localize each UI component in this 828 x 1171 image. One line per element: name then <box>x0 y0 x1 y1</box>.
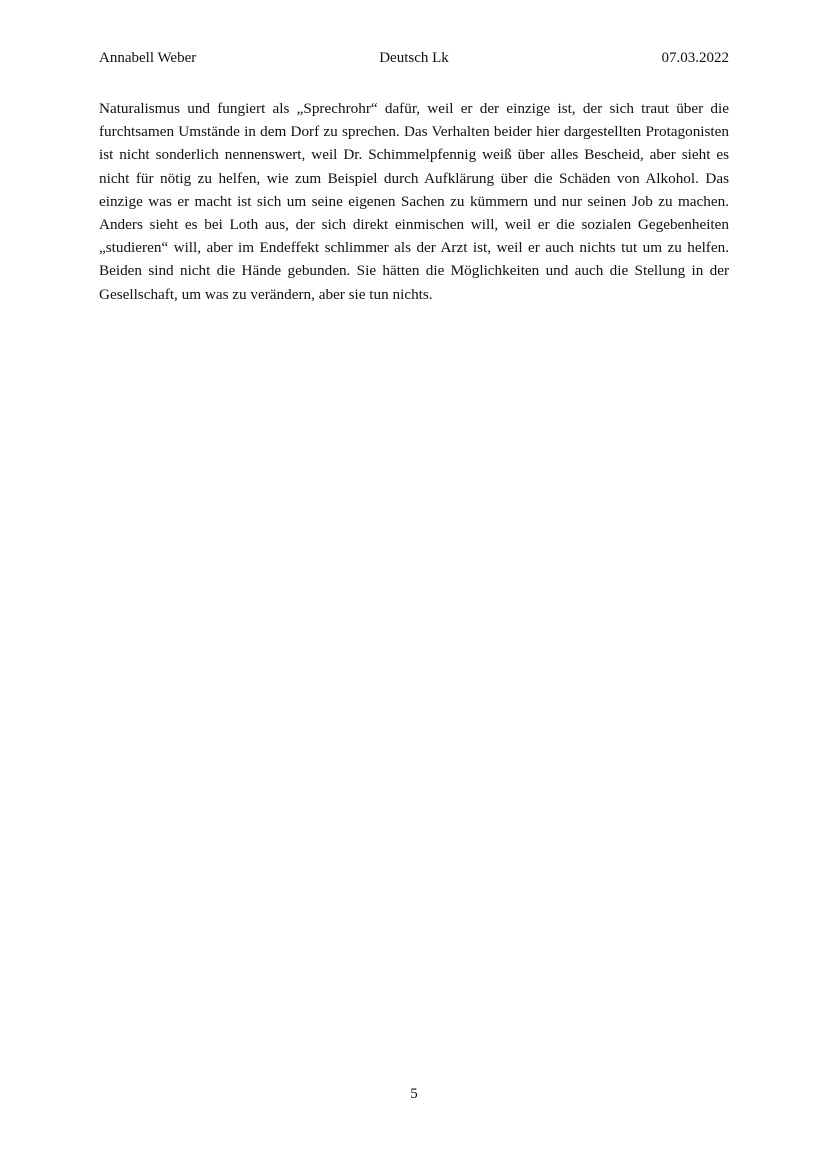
header-date: 07.03.2022 <box>661 50 729 66</box>
header-course: Deutsch Lk <box>379 50 449 66</box>
page-number: 5 <box>410 1086 418 1102</box>
page-header <box>99 48 729 68</box>
header-author: Annabell Weber <box>99 50 197 66</box>
body-paragraph: Naturalismus und fungiert als „Sprechrohr“ dafür, weil er der einzige ist, der sich traut über die furchtsamen Umstände in dem Dorf zu sprechen. Das Verhalten beider hier dargestellten Protagonisten ist nicht sonderlich nennenswert, weil Dr. Schimmelpfennig weiß über alles Bescheid, aber sieht es nicht für nötig zu helfen, wie zum Beispiel durch Aufklärung über die Schäden von Alkohol. Das einzige was er macht ist sich um seine eigenen Sachen zu kümmern und nur seinen Job zu machen. Anders sieht es bei Loth aus, der sich direkt einmischen will, weil er die sozialen Gegebenheiten „studieren“ will, aber im Endeffekt schlimmer als der Arzt ist, weil er auch nichts tut um zu helfen. Beiden sind nicht die Hände gebunden. Sie hätten die Möglichkeiten und auch die Stellung in der Gesellschaft, um was zu verändern, aber sie tun nichts. <box>99 100 729 303</box>
